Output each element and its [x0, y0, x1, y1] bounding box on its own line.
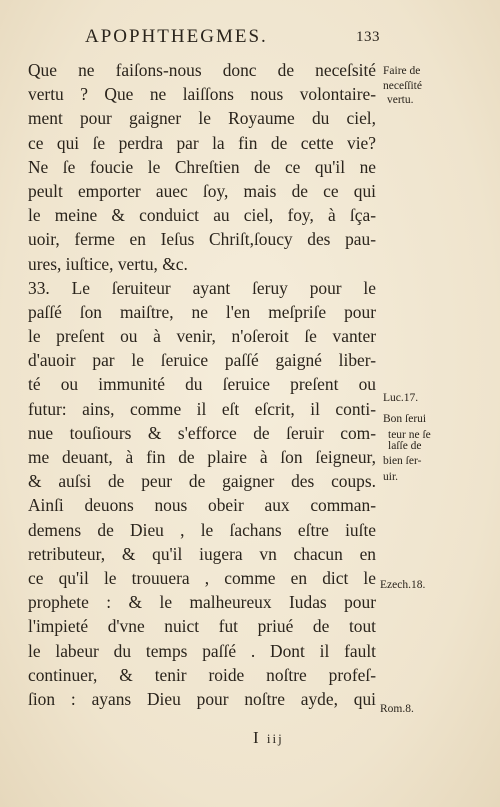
margin-note-line: teur ne ſe	[388, 428, 431, 441]
margin-note-line: Faire de	[383, 65, 421, 77]
text-line: ce qui ſe perdra par la fin de cette vie?	[28, 132, 376, 153]
text-line: l'impieté d'vne nuict fut priué de tout	[28, 616, 376, 637]
margin-note-line: vertu.	[387, 94, 414, 106]
margin-note-line: Bon ſerui	[383, 413, 427, 425]
text-line: ce qu'il le trouuera , comme en dict le	[28, 567, 376, 588]
text-line: Ne ſe foucie le Chreſtien de ce qu'il ne	[28, 156, 376, 177]
text-line: uoir, ferme en Ieſus Chriſt,ſoucy des pau-	[28, 229, 376, 250]
signature-mark	[253, 728, 284, 748]
text-line: prophete : & le malheureux Iudas pour	[28, 592, 376, 613]
text-line: d'auoir par le ſeruice paſſé gaigné liber-	[28, 350, 376, 371]
text-line: demens de Dieu , le ſachans eſtre iuſte	[28, 519, 376, 540]
text-line: & auſsi de peur de gaigner des coups.	[28, 471, 376, 492]
text-line: retributeur, & qu'il iugera vn chacun en	[28, 543, 376, 564]
text-line: continuer, & tenir roide noſtre profeſ-	[28, 664, 376, 685]
margin-note-luc	[383, 393, 418, 405]
margin-note-line: bien ſer-	[383, 454, 422, 467]
margin-note-line: laſſe de	[388, 440, 422, 452]
margin-note-rom	[380, 704, 414, 716]
text-line: ſion : ayans Dieu pour noſtre ayde, qui	[28, 688, 376, 709]
margin-note-faire-de-necessite	[383, 66, 422, 107]
text-line: ment pour gaigner le Royaume du ciel,	[28, 108, 376, 129]
text-line: vertu ? Que ne laiſſons nous volontaire-	[28, 84, 376, 105]
text-line: té ou immunité du ſeruice preſent ou	[28, 374, 376, 395]
text-line: peult emporter auec ſoy, mais de ce qui	[28, 180, 376, 201]
page-number: 133	[356, 29, 380, 45]
text-line: me deuant, à fin de plaire à ſon ſeigneur,	[28, 447, 376, 467]
running-title: APOPHTHEGMES.	[85, 26, 268, 47]
text-line: le preſent ou à venir, n'oſeroit ſe vanter	[28, 326, 376, 347]
margin-note-line: uir.	[383, 471, 399, 483]
margin-note-bon-serviteur	[383, 414, 431, 484]
text-line: Ainſi deuons nous obeir aux comman-	[28, 495, 376, 516]
text-line: 33. Le ſeruiteur ayant ſeruy pour le	[28, 277, 376, 298]
margin-note-line: neceſſité	[383, 79, 422, 92]
margin-note-line: Luc.17.	[383, 392, 419, 404]
text-line: paſſé ſon maiſtre, ne l'en meſpriſe pour	[28, 301, 376, 322]
main-text-block	[28, 58, 376, 711]
text-line: ures, iuſtice, vertu, &c.	[28, 253, 188, 274]
signature-letter: I	[253, 728, 261, 747]
signature-number: iij	[266, 731, 284, 746]
text-line: futur: ains, comme il eſt eſcrit, il conti-	[28, 398, 376, 419]
margin-note-line: Rom.8.	[380, 703, 414, 715]
text-line: nue touſiours & s'efforce de ſeruir com-	[28, 422, 376, 443]
running-header	[85, 26, 380, 52]
text-line: le meine & conduict au ciel, foy, à ſça-	[28, 205, 376, 226]
margin-note-line: Ezech.18.	[380, 579, 426, 591]
text-line: le labeur du temps paſſé . Dont il fault	[28, 640, 376, 661]
text-line: Que ne faiſons-nous donc de neceſsité	[28, 60, 376, 80]
margin-note-ezech	[380, 580, 425, 592]
